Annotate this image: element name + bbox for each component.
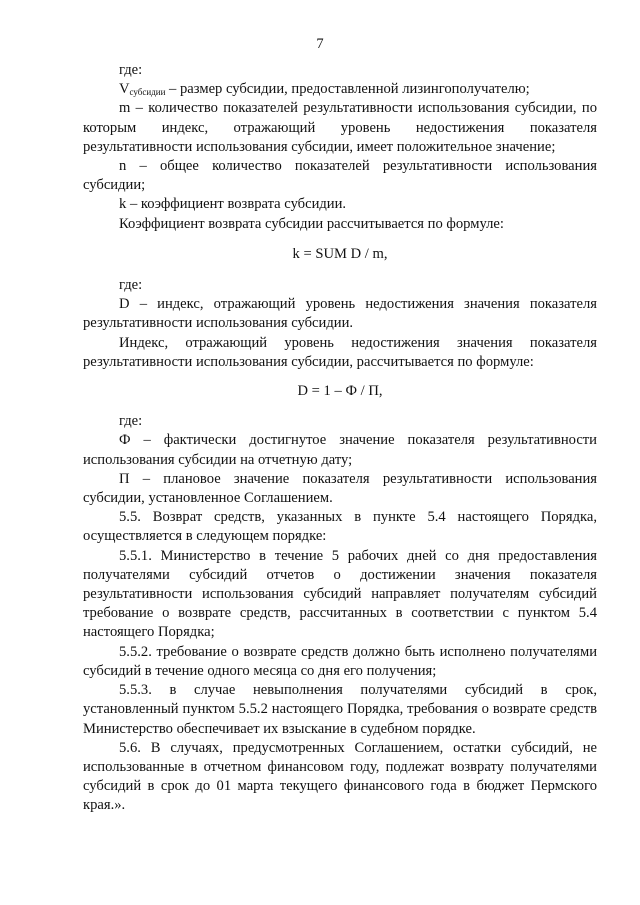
formula-k: k = SUM D / m,: [292, 245, 388, 262]
definition-k: k – коэффициент возврата субсидии.: [119, 196, 347, 213]
d-formula-intro: Индекс, отражающий уровень недостижения значения показателя результативности использования субсидии, рассчитывается по формуле:: [83, 334, 597, 370]
clause-5-5: 5.5. Возврат средств, указанных в пункте 5.4 настоящего Порядка, осуществляется в следующем порядке:: [83, 509, 597, 545]
clause-5-5-2: 5.5.2. требование о возврате средств должно быть исполнено получателями субсидий в течение одного месяца со дня его получения;: [83, 643, 597, 679]
v-symbol: V: [119, 81, 130, 98]
definition-p: П – плановое значение показателя результативности использования субсидии, установленное Соглашением.: [83, 470, 597, 507]
clause-5-5-3: 5.5.3. в случае невыполнения получателями субсидий в срок, установленный пунктом 5.5.2 настоящего Порядка, требования о возврате средств Министерство обеспечивает их взыскание в судебном порядке.: [83, 682, 597, 737]
clause-5-6: 5.6. В случаях, предусмотренных Соглашением, остатки субсидий, не использованные в отчетном финансовом году, подлежат возврату получателями субсидий в срок до 01 марта текущего финансового года в бюджет Пермского края.».: [83, 739, 597, 814]
v-definition-text: – размер субсидии, предоставленной лизингополучателю;: [165, 81, 530, 98]
definition-m: m – количество показателей результативности использования субсидии, по которым индекс, отражающий уровень недостижения показателя результативности использования субсидии, имеет положительное значение;: [83, 100, 597, 155]
page-number: 7: [316, 36, 324, 52]
where-label: где:: [119, 62, 143, 78]
where-label: где:: [119, 277, 143, 294]
where-label: где:: [119, 413, 143, 430]
definition-f: Ф – фактически достигнутое значение показателя результативности использования субсидии на отчетную дату;: [83, 432, 597, 468]
definition-n: n – общее количество показателей результативности использования субсидии;: [83, 158, 597, 194]
definition-d: D – индекс, отражающий уровень недостижения значения показателя результативности использования субсидии.: [83, 296, 597, 332]
v-subscript: субсидии: [129, 87, 166, 98]
document-body: [83, 61, 597, 816]
clause-5-5-1: 5.5.1. Министерство в течение 5 рабочих дней со дня предоставления получателями субсидий отчетов о достижении значения показателя результативности использования субсидий направляет получателям субсидий требование о возврате средств, рассчитанных в соответствии с пунктом 5.4 настоящего Порядка;: [83, 547, 597, 641]
formula-d: D = 1 – Ф / П,: [297, 383, 383, 400]
k-formula-intro: Коэффициент возврата субсидии рассчитывается по формуле:: [119, 215, 504, 232]
definition-v: [83, 80, 597, 99]
